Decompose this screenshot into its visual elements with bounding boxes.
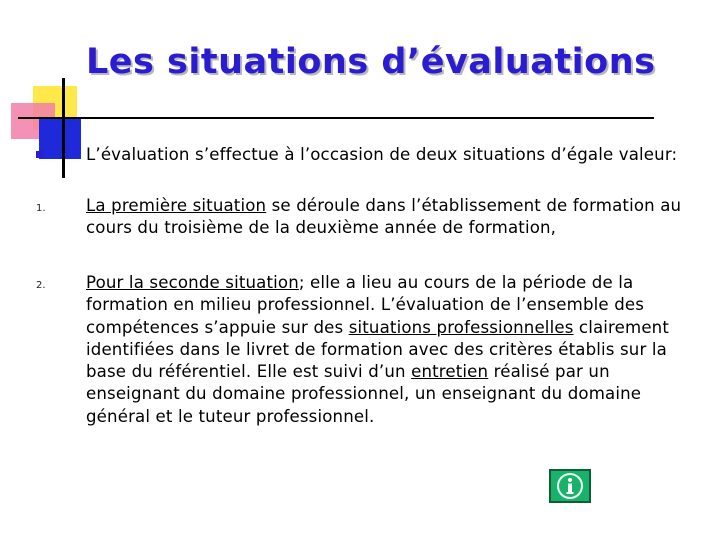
decor-horizontal-line [18, 117, 654, 119]
decor-blue-square [39, 117, 81, 159]
item-2-text-a: ; elle a lieu au cours de la période de la formation en milieu professionnel. L’évaluation de l’ensemble des compétences s’appuie sur des [86, 273, 645, 337]
decor-vertical-line [62, 78, 65, 178]
item-2-underlined: Pour la seconde situation [86, 273, 299, 292]
item-number-1: 1. [36, 203, 46, 214]
item-1-underlined: La première situation [86, 196, 267, 215]
intro-text: L’évaluation s’effectue à l’occasion de deux situations d’égale valeur: [86, 145, 678, 164]
item-1-text: se déroule dans l’établissement de formation au cours du troisième de la deuxième année de formation, [86, 196, 682, 238]
item-number-2: 2. [36, 280, 46, 291]
list-item-2 [86, 272, 686, 428]
list-item-1 [86, 195, 686, 240]
square-bullet-icon [36, 151, 43, 158]
info-button[interactable] [549, 469, 591, 503]
item-2-text-b: clairement identifiées dans le livret de formation avec des critères établis sur la base du référentiel. Elle est suivi d’un [86, 317, 670, 382]
item-2-underlined-b: situations professionnelles [348, 317, 574, 337]
item-2-underlined-c: entretien [411, 362, 489, 382]
item-2-text-c: réalisé par un enseignant du domaine professionnel, un enseignant du domaine général et le tuteur professionnel. [86, 362, 642, 426]
slide-title: Les situations d’évaluations [86, 42, 656, 82]
info-icon [555, 472, 585, 500]
